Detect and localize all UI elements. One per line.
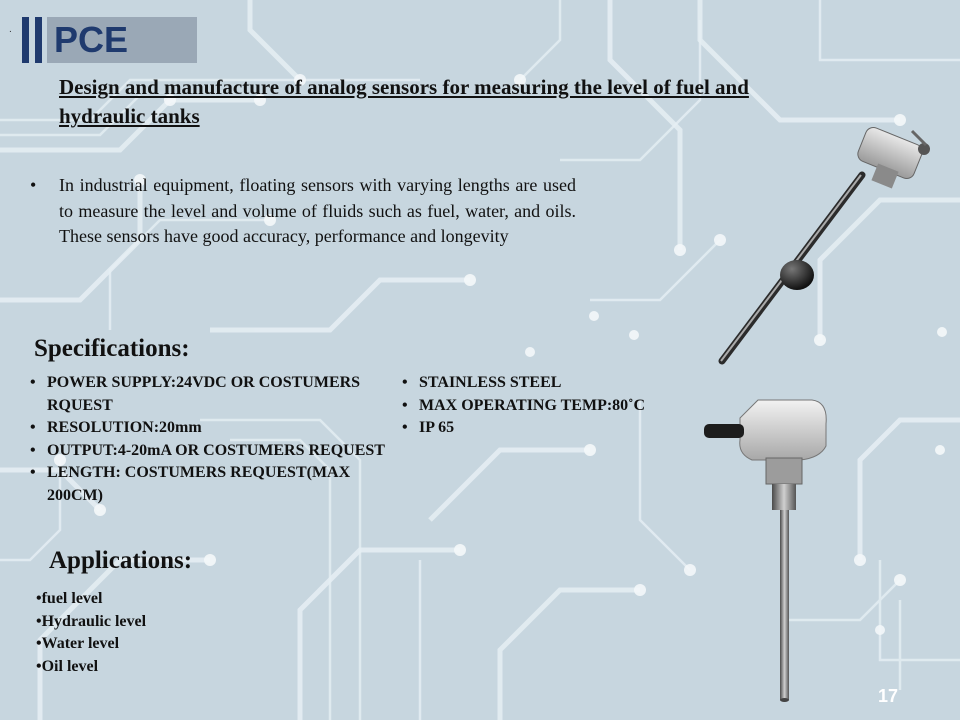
list-item: •Water level bbox=[36, 635, 120, 652]
list-item: • POWER SUPPLY:24VDC OR COSTUMERS RQUEST bbox=[30, 374, 361, 414]
list-item: • IP 65 bbox=[402, 419, 455, 436]
list-item: • OUTPUT:4-20mA OR COSTUMERS REQUEST bbox=[30, 441, 385, 459]
list-item: • STAINLESS STEEL bbox=[402, 374, 562, 391]
list-item: •Hydraulic level bbox=[36, 612, 147, 630]
specifications-heading: Specifications: bbox=[34, 335, 190, 362]
list-item: •fuel level bbox=[36, 590, 103, 607]
list-item: •Oil level bbox=[36, 657, 99, 675]
page-number: 17 bbox=[878, 686, 899, 706]
intro-text: In industrial equipment, floating sensors with varying lengths are used to measure the level and volume of fluids such as fuel, water, and oils. These sensors have good accuracy, performance and longevity bbox=[59, 175, 576, 246]
intro-bullet: • bbox=[30, 175, 37, 195]
logo-mark-dot: . bbox=[9, 24, 12, 35]
specifications-list-left bbox=[30, 372, 390, 507]
rod-level-sensor-image bbox=[700, 388, 850, 710]
list-item: • RESOLUTION:20mm bbox=[30, 419, 202, 436]
logo-bar-right bbox=[35, 17, 42, 63]
float-level-sensor-image bbox=[700, 125, 940, 370]
logo-text: PCE bbox=[54, 19, 129, 60]
list-item: • MAX OPERATING TEMP:80˚C bbox=[402, 396, 646, 414]
specifications-list-right bbox=[402, 372, 722, 440]
list-item: • LENGTH: COSTUMERS REQUEST(MAX 200CM) bbox=[30, 464, 351, 504]
applications-heading: Applications: bbox=[49, 547, 193, 574]
intro-paragraph bbox=[30, 173, 576, 250]
applications-list bbox=[36, 588, 146, 678]
logo-bar-left bbox=[22, 17, 29, 63]
page-title: Design and manufacture of analog sensors for measuring the level of fuel and hydraulic tanks bbox=[59, 75, 749, 128]
